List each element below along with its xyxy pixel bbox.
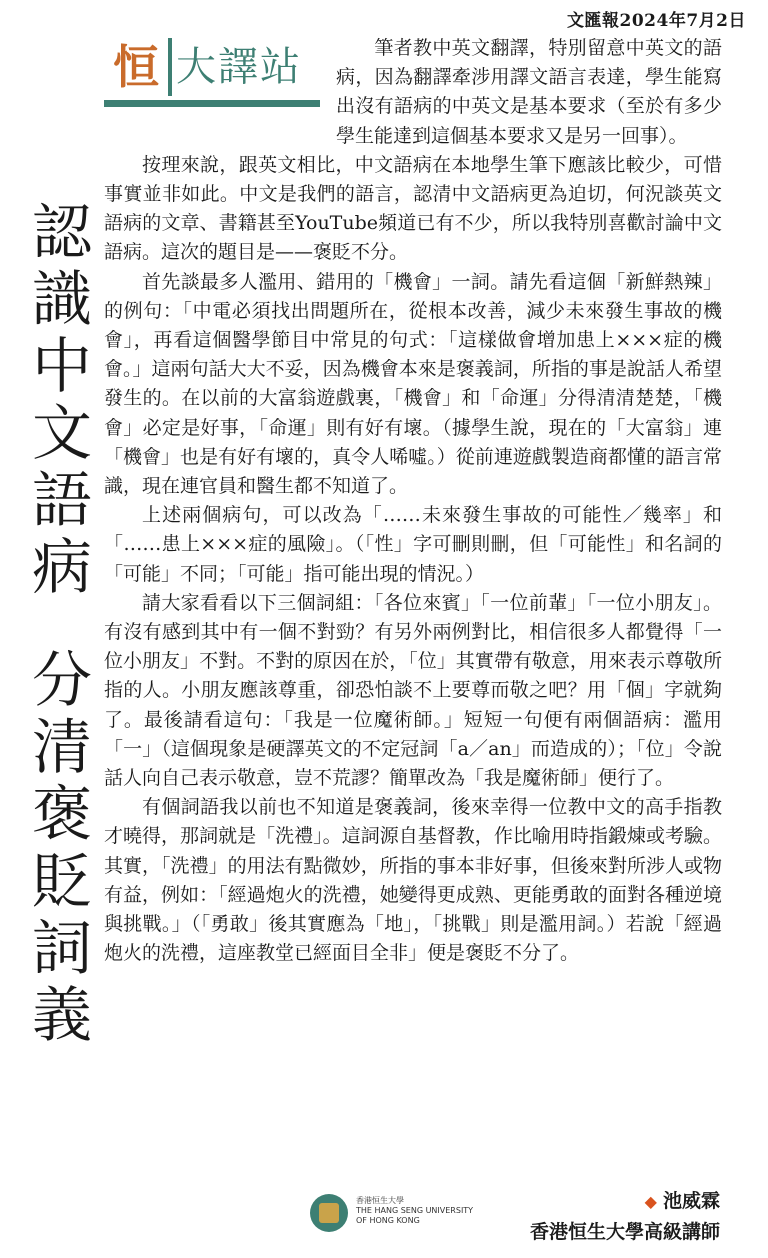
headline-char: 貶 xyxy=(32,847,92,917)
university-name xyxy=(356,1196,473,1226)
headline-char: 詞 xyxy=(32,914,92,984)
paragraph: 上述兩個病句，可以改為「……未來發生事故的可能性／幾率」和「……患上×××症的風險」。（「性」字可刪則刪，但「可能性」和名詞的「可能」不同；「可能」指可能出現的情況。） xyxy=(104,504,722,585)
diamond-icon: ◆ xyxy=(644,1192,657,1211)
university-seal-icon xyxy=(310,1194,348,1232)
column-logo-title: 大譯站 xyxy=(176,44,302,90)
paragraph: 請大家看看以下三個詞組：「各位來賓」「一位前輩」「一位小朋友」。有沒有感到其中有一個不對勁？有另外兩例對比，相信很多人都覺得「一位小朋友」不對。不對的原因在於，「位」其實帶有敬意，用來表示尊敬所指的人。小朋友應該尊重，卻恐怕談不上要尊而敬之吧？用「個」字就夠了。最後請看這句：「我是一位魔術師。」短短一句便有兩個語病：濫用「一」（這個現象是硬譯英文的不定冠詞「a／an」而造成的）；「位」令說話人向自己表示敬意，豈不荒謬？簡單改為「我是魔術師」便行了。 xyxy=(104,591,722,790)
headline-char: 分 xyxy=(32,646,92,716)
headline-char: 清 xyxy=(32,713,92,783)
headline-char: 義 xyxy=(32,981,92,1051)
publication-date: 文匯報2024年7月2日 xyxy=(567,11,746,31)
paragraph-text: 筆者教中英文翻譯，特別留意中英文的語病，因為翻譯牽涉用譯文語言表達，學生能寫出沒有語病的中英文是基本要求（至於有多少學生能達到這個基本要求又是另一回事）。 xyxy=(336,37,722,147)
headline-char: 中 xyxy=(32,332,92,402)
paragraph: 按理來說，跟英文相比，中文語病在本地學生筆下應該比較少，可惜事實並非如此。中文是我們的語言，認清中文語病更為迫切，何況談英文語病的文章、書籍甚至YouTube頻道已有不少，所以我特別喜歡討論中文語病。這次的題目是——褒貶不分。 xyxy=(104,153,722,264)
author-title: 香港恒生大學高級講師 xyxy=(529,1221,720,1243)
headline-char: 文 xyxy=(32,399,92,469)
university-name-en-1: THE HANG SENG UNIVERSITY xyxy=(356,1206,474,1215)
column-logo-heng: 恒 xyxy=(104,38,172,96)
article-body xyxy=(104,34,722,969)
headline xyxy=(20,200,104,1050)
paragraph: 有個詞語我以前也不知道是褒義詞，後來幸得一位教中文的高手指教才曉得，那詞就是「洗禮」。這詞源自基督教，作比喻用時指鍛煉或考驗。其實，「洗禮」的用法有點微妙，所指的事本非好事，但後來對所涉人或物有益，例如：「經過炮火的洗禮，她變得更成熟、更能勇敢的面對各種逆境與挑戰。」（「勇敢」後其實應為「地」，「挑戰」則是濫用詞。）若說「經過炮火的洗禮，這座教堂已經面目全非」便是褒貶不分了。 xyxy=(104,796,722,965)
headline-char: 語 xyxy=(32,466,92,536)
university-name-cn: 香港恒生大學 xyxy=(356,1196,404,1205)
university-logo xyxy=(310,1194,500,1236)
university-name-en-2: OF HONG KONG xyxy=(356,1216,420,1225)
headline-char: 認 xyxy=(32,198,92,268)
headline-char: 病 xyxy=(32,533,92,603)
headline-char: 褒 xyxy=(32,780,92,850)
author-byline xyxy=(530,1186,720,1247)
author-name: 池威霖 xyxy=(662,1190,720,1212)
headline-char: 識 xyxy=(32,265,92,335)
paragraph: 首先談最多人濫用、錯用的「機會」一詞。請先看這個「新鮮熱辣」的例句：「中電必須找出問題所在，從根本改善，減少未來發生事故的機會」，再看這個醫學節目中常見的句式：「這樣做會增加患上×××症的機會。」這兩句話大大不妥，因為機會本來是褒義詞，所指的事是說話人希望發生的。在以前的大富翁遊戲裏，「機會」和「命運」分得清清楚楚，「機會」必定是好事，「命運」則有好有壞。（據學生說，現在的「大富翁」連「機會」也是有好有壞的，真令人唏噓。）從前連遊戲製造商都懂的語言常識，現在連官員和醫生都不知道了。 xyxy=(104,270,722,498)
